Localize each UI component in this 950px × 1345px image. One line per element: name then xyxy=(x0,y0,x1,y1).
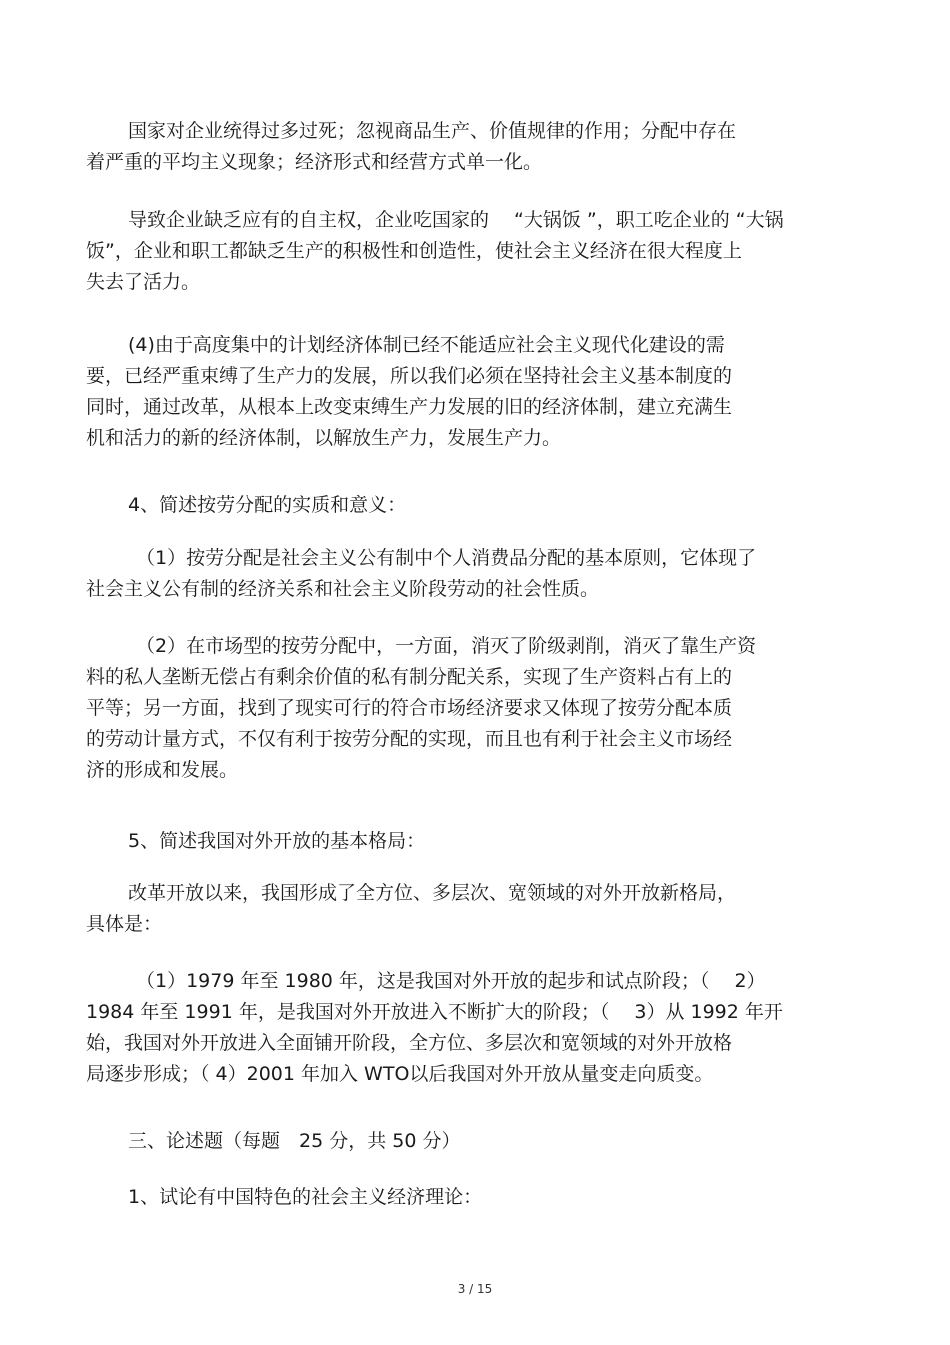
text-line: 失去了活力。 xyxy=(86,271,201,293)
paragraph-4-1 xyxy=(86,543,866,605)
paragraph-5-intro xyxy=(86,878,866,940)
paragraph-2 xyxy=(86,205,866,298)
question-1-heading xyxy=(86,1182,866,1213)
text-line: 着严重的平均主义现象；经济形式和经营方式单一化。 xyxy=(86,151,543,173)
heading-text: 1、试论有中国特色的社会主义经济理论： xyxy=(128,1186,483,1208)
text-line: 1984 年至 1991 年，是我国对外开放进入不断扩大的阶段；（ 3）从 1992 年开 xyxy=(86,1001,783,1023)
text-line: （2）在市场型的按劳分配中，一方面，消灭了阶级剥削，消灭了靠生产资 xyxy=(136,635,757,657)
text-line: 国家对企业统得过多过死；忽视商品生产、价值规律的作用；分配中存在 xyxy=(128,120,737,142)
heading-text: 5、简述我国对外开放的基本格局： xyxy=(128,830,426,852)
text-line: (4)由于高度集中的计划经济体制已经不能适应社会主义现代化建设的需 xyxy=(128,334,725,356)
heading-text: 4、简述按劳分配的实质和意义： xyxy=(128,494,407,516)
text-line: 同时，通过改革，从根本上改变束缚生产力发展的旧的经济体制，建立充满生 xyxy=(86,396,733,418)
heading-text: 三、论述题（每题 25 分，共 50 分） xyxy=(128,1130,461,1152)
text-line: 平等；另一方面，找到了现实可行的符合市场经济要求又体现了按劳分配本质 xyxy=(86,697,733,719)
section-heading-3 xyxy=(86,1126,866,1157)
text-line: （1）1979 年至 1980 年，这是我国对外开放的起步和试点阶段；（ 2） xyxy=(136,970,766,992)
text-line: （1）按劳分配是社会主义公有制中个人消费品分配的基本原则，它体现了 xyxy=(136,547,757,569)
text-line: 具体是： xyxy=(86,913,163,935)
text-line: 导致企业缺乏应有的自主权，企业吃国家的 “大锅饭 ”，职工吃企业的 “大锅 xyxy=(128,209,784,231)
text-line: 局逐步形成；（ 4）2001 年加入 WTO以后我国对外开放从量变走向质变。 xyxy=(86,1063,714,1085)
paragraph-4-2 xyxy=(86,631,866,786)
text-line: 始，我国对外开放进入全面铺开阶段，全方位、多层次和宽领域的对外开放格 xyxy=(86,1032,733,1054)
text-line: 济的形成和发展。 xyxy=(86,759,239,781)
text-line: 饭”，企业和职工都缺乏生产的积极性和创造性，使社会主义经济在很大程度上 xyxy=(86,240,742,262)
paragraph-3 xyxy=(86,330,866,454)
paragraph-1 xyxy=(86,116,866,178)
text-line: 社会主义公有制的经济关系和社会主义阶段劳动的社会性质。 xyxy=(86,578,600,600)
paragraph-5-stages xyxy=(86,966,866,1090)
text-line: 要，已经严重束缚了生产力的发展，所以我们必须在坚持社会主义基本制度的 xyxy=(86,365,733,387)
page-number: 3 / 15 xyxy=(457,1282,493,1296)
text-line: 的劳动计量方式，不仅有利于按劳分配的实现，而且也有利于社会主义市场经 xyxy=(86,728,733,750)
text-line: 机和活力的新的经济体制，以解放生产力，发展生产力。 xyxy=(86,427,562,449)
section-heading-5 xyxy=(86,826,866,857)
section-heading-4 xyxy=(86,490,866,521)
text-line: 料的私人垄断无偿占有剩余价值的私有制分配关系，实现了生产资料占有上的 xyxy=(86,666,733,688)
text-line: 改革开放以来，我国形成了全方位、多层次、宽领域的对外开放新格局， xyxy=(128,882,737,904)
